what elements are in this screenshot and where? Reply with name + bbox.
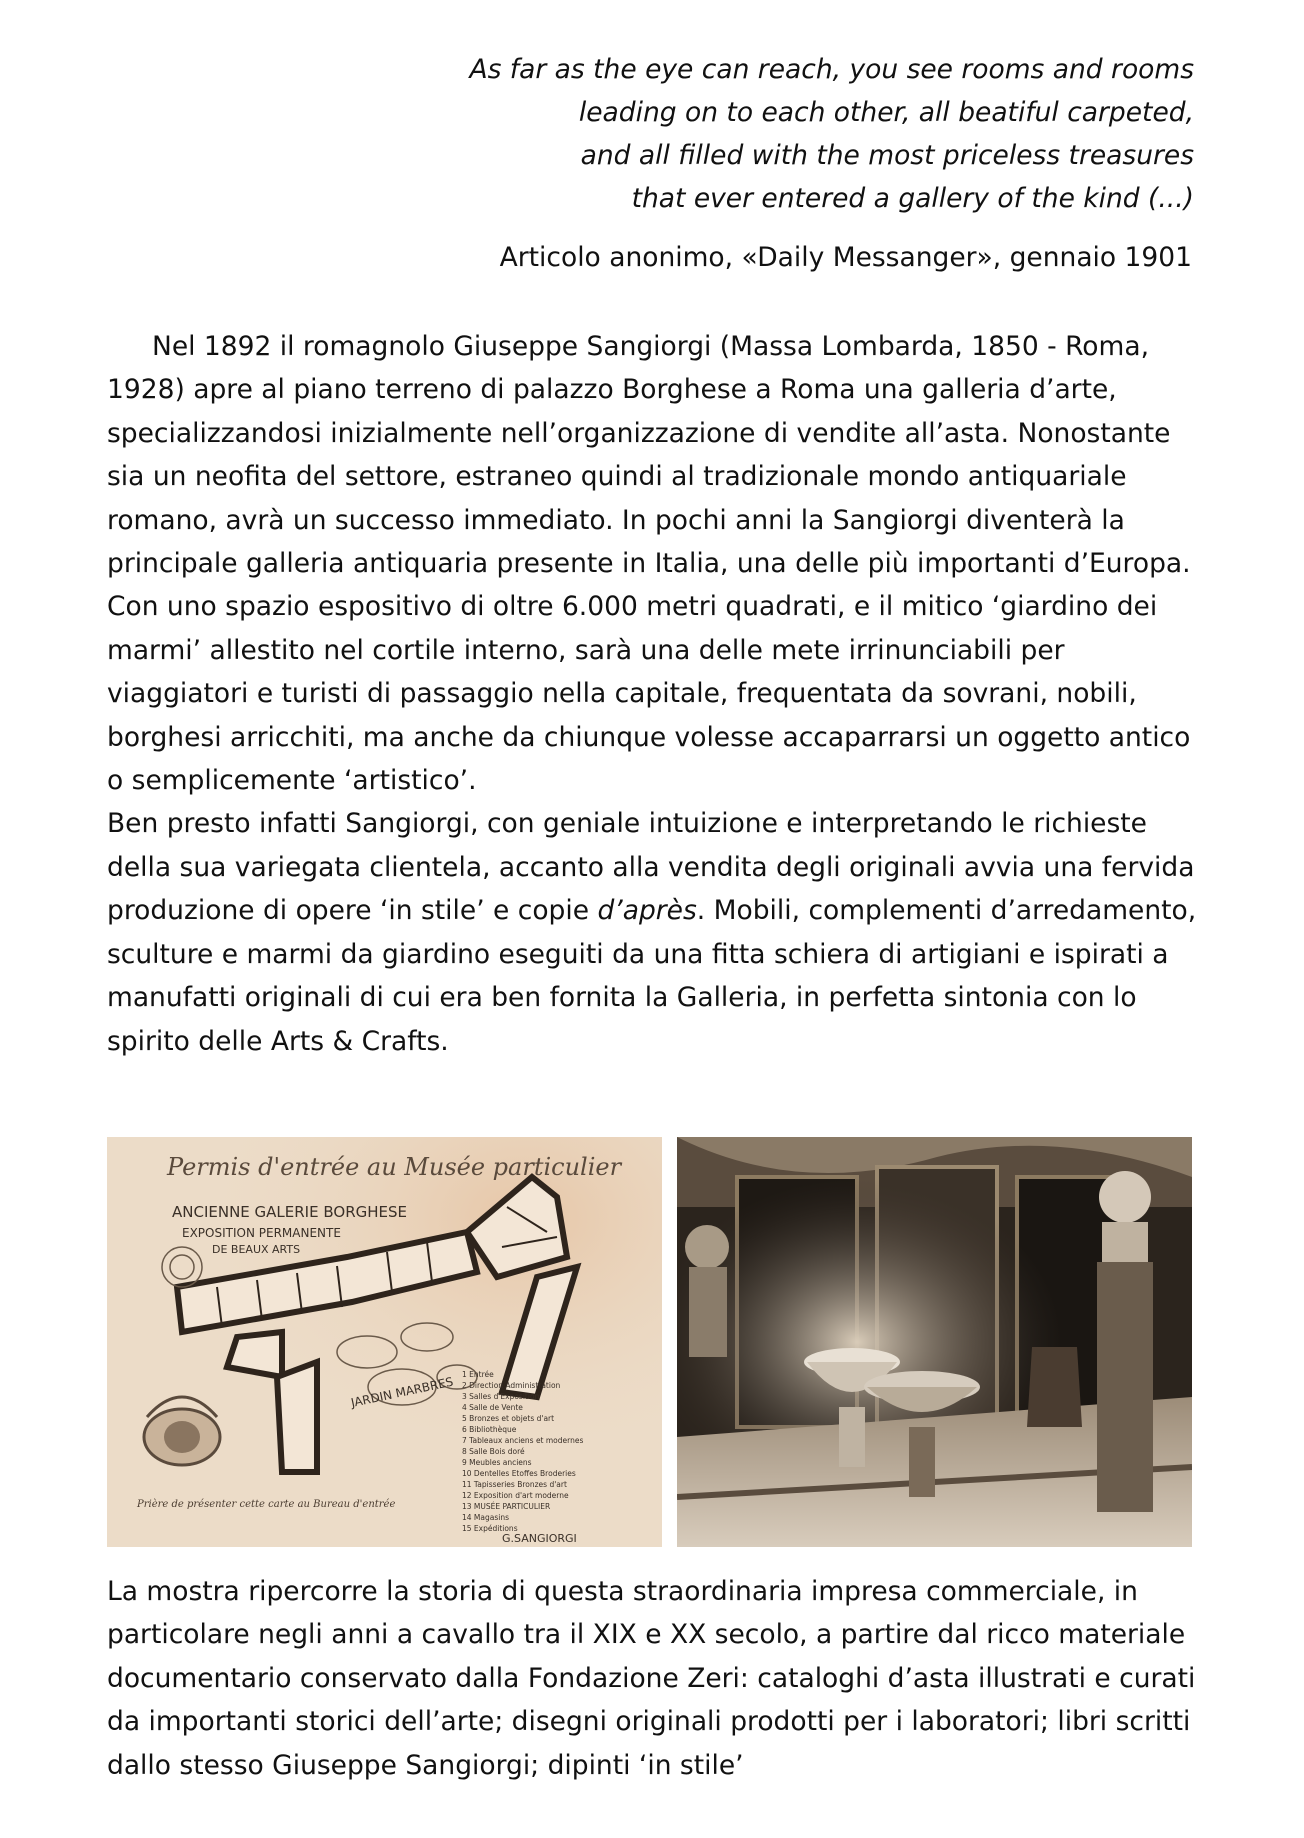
svg-text:12 Exposition d'art moderne: 12 Exposition d'art moderne: [462, 1491, 569, 1500]
svg-text:11 Tapisseries Bronzes d'art: 11 Tapisseries Bronzes d'art: [462, 1480, 567, 1489]
closing-section: [107, 1570, 1197, 1787]
garden-label: JARDIN MARBRES: [349, 1374, 455, 1410]
epigraph-line: leading on to each other, all beatiful carpeted,: [578, 97, 1194, 128]
svg-text:1 Entrée: 1 Entrée: [462, 1370, 494, 1379]
svg-text:10 Dentelles Etoffes Broderies: 10 Dentelles Etoffes Broderies: [462, 1469, 576, 1478]
svg-text:8 Salle Bois doré: 8 Salle Bois doré: [462, 1447, 525, 1456]
svg-text:15 Expéditions: 15 Expéditions: [462, 1524, 518, 1533]
floor-plan-drawing: [107, 1137, 662, 1547]
ticket-note: Prière de présenter cette carte au Bureau d'entrée: [137, 1499, 396, 1510]
svg-text:7 Tableaux anciens et modernes: 7 Tableaux anciens et modernes: [462, 1436, 584, 1445]
admission-card-image: [107, 1137, 662, 1547]
ticket-signature: G.SANGIORGI: [502, 1532, 577, 1545]
svg-text:4 Salle de Vente: 4 Salle de Vente: [462, 1403, 523, 1412]
svg-text:13 MUSÉE PARTICULIER: 13 MUSÉE PARTICULIER: [462, 1502, 551, 1511]
ticket-script-title: Permis d'entrée au Musée particulier: [167, 1153, 622, 1181]
svg-text:9 Meubles anciens: 9 Meubles anciens: [462, 1458, 532, 1467]
intro-section: [107, 325, 1197, 1063]
svg-text:5 Bronzes et objets d'art: 5 Bronzes et objets d'art: [462, 1414, 555, 1423]
epigraph-line: and all filled with the most priceless treasures: [580, 140, 1194, 171]
svg-text:14 Magasins: 14 Magasins: [462, 1513, 510, 1522]
epigraph-attribution: Articolo anonimo, «Daily Messanger», gennaio 1901: [499, 242, 1192, 273]
ticket-exposition: EXPOSITION PERMANENTE: [182, 1226, 341, 1240]
epigraph-quote: [469, 48, 1194, 220]
interior-photo-drawing: [677, 1137, 1192, 1547]
epigraph-line: As far as the eye can reach, you see rooms and rooms: [469, 54, 1194, 85]
svg-text:3 Salles d'Exposition: 3 Salles d'Exposition: [462, 1392, 540, 1401]
intro-text: Ben presto infatti Sangiorgi, con geniale intuizione e interpretando le richieste della sua variegata clientela, accanto alla vendita degli originali avvia una fervida produzione di opere ‘in stile’ e copie: [107, 808, 1195, 927]
gallery-interior-photo: [677, 1137, 1192, 1547]
svg-text:6 Bibliothèque: 6 Bibliothèque: [462, 1425, 517, 1434]
ticket-gallery-name: ANCIENNE GALERIE BORGHESE: [172, 1203, 407, 1221]
italic-term: d’après: [597, 895, 697, 927]
intro-paragraph: Nel 1892 il romagnolo Giuseppe Sangiorgi (Massa Lombarda, 1850 - Roma, 1928) apre al piano terreno di palazzo Borghese a Roma una galleria d’arte, specializzandosi inizialmente nell’organizzazione di vendite all’asta. Nonostante sia un neofita del settore, estraneo quindi al tradizionale mondo antiquariale romano, avrà un successo immediato. In pochi anni la Sangiorgi diventerà la principale galleria antiquaria presente in Italia, una delle più importanti d’Europa. Con uno spazio espositivo di oltre 6.000 metri quadrati, e il mitico ‘giardino dei marmi’ allestito nel cortile interno, sarà una delle mete irrinunciabili per viaggiatori e turisti di passaggio nella capitale, frequentata da sovrani, nobili, borghesi arricchiti, ma anche da chiunque volesse accaparrarsi un oggetto antico o semplicemente ‘artistico’.: [107, 331, 1191, 797]
intro-text: . Mobili, complementi d’arredamento, sculture e marmi da giardino eseguiti da una fitta schiera di artigiani e ispirati a manufatti originali di cui era ben fornita la Galleria, in perfetta sintonia con lo spirito delle Arts & Crafts.: [107, 895, 1197, 1057]
ticket-beaux-arts: DE BEAUX ARTS: [212, 1243, 301, 1256]
intro-paragraph-2: [107, 802, 1197, 1062]
svg-text:2 Direction Administration: 2 Direction Administration: [462, 1381, 561, 1390]
closing-paragraph: La mostra ripercorre la storia di questa straordinaria impresa commerciale, in particolare negli anni a cavallo tra il XIX e XX secolo, a partire dal ricco materiale documentario conservato dalla Fondazione Zeri: cataloghi d’asta illustrati e curati da importanti storici dell’arte; disegni originali prodotti per i laboratori; libri scritti dallo stesso Giuseppe Sangiorgi; dipinti ‘in stile’: [107, 1576, 1196, 1781]
epigraph-line: that ever entered a gallery of the kind (...): [631, 183, 1194, 214]
